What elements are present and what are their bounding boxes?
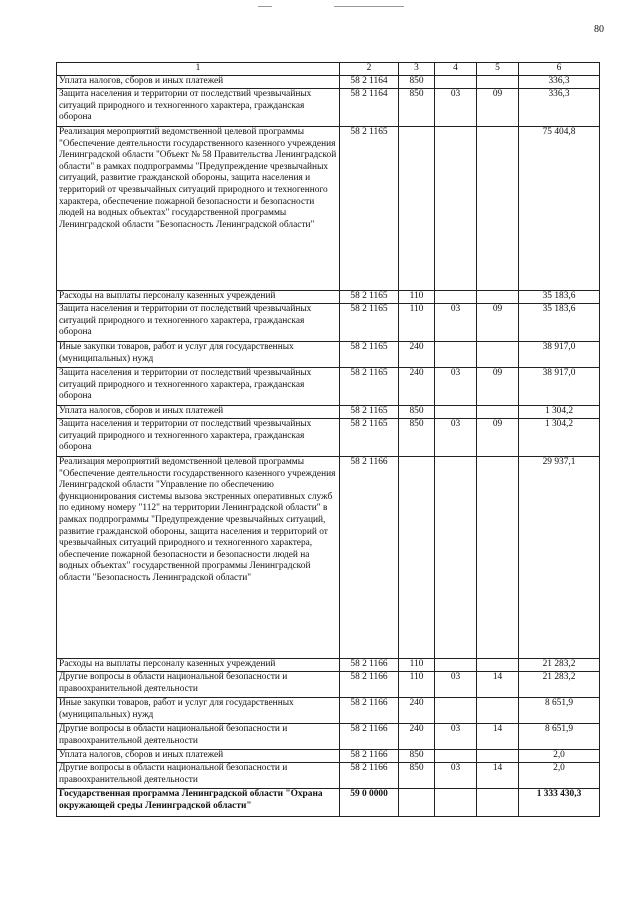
row-section: 03 (435, 419, 477, 457)
table-row (57, 763, 600, 789)
row-sum: 336,3 (519, 89, 600, 127)
row-sum: 1 304,2 (519, 419, 600, 457)
row-sum: 2,0 (519, 763, 600, 789)
row-subsection (477, 127, 519, 291)
row-name: Реализация мероприятий ведомственной целевой программы "Обеспечение деятельности государственного казенного учреждения Ленинградской области "Управление по обеспечению функционирования системы вызова экстренных оперативных служб по единому номеру "112" на территории Ленинградской области" в рамках подпрограммы "Предупреждение чрезвычайных ситуаций, развитие гражданской обороны, защита населения и территорий от чрезвычайных ситуаций природного и техногенного характера, обеспечение пожарной безопасности и безопасности людей на водных объектах" государственной программы Ленинградской области "Безопасность Ленинградской области" (57, 457, 340, 659)
row-sum: 1 304,2 (519, 406, 600, 419)
row-sum: 8 651,9 (519, 698, 600, 724)
row-name: Защита населения и территории от последствий чрезвычайных ситуаций природного и техногенного характера, гражданская оборона (57, 419, 340, 457)
row-subsection (477, 76, 519, 89)
row-name: Другие вопросы в области национальной безопасности и правоохранительной деятельности (57, 672, 340, 698)
row-sum: 35 183,6 (519, 304, 600, 342)
row-target-article: 58 2 1166 (340, 724, 399, 750)
table-row (57, 76, 600, 89)
row-subsection (477, 789, 519, 817)
row-name: Расходы на выплаты персоналу казенных учреждений (57, 291, 340, 304)
row-subsection: 09 (477, 304, 519, 342)
row-section (435, 342, 477, 368)
row-sum: 21 283,2 (519, 672, 600, 698)
budget-table (56, 62, 600, 817)
row-expense-type: 850 (399, 76, 435, 89)
row-expense-type: 240 (399, 698, 435, 724)
scan-mark (334, 6, 404, 7)
row-name: Государственная программа Ленинградской области "Охрана окружающей среды Ленинградской области" (57, 789, 340, 817)
row-expense-type: 850 (399, 89, 435, 127)
table-row (57, 419, 600, 457)
table-header-row (57, 63, 600, 76)
row-expense-type: 240 (399, 724, 435, 750)
row-name: Иные закупки товаров, работ и услуг для государственных (муниципальных) нужд (57, 698, 340, 724)
table-row (57, 406, 600, 419)
table-row (57, 291, 600, 304)
header-cell: 6 (519, 63, 600, 76)
row-section: 03 (435, 724, 477, 750)
row-sum: 38 917,0 (519, 368, 600, 406)
row-target-article: 58 2 1165 (340, 419, 399, 457)
row-section (435, 76, 477, 89)
row-expense-type: 110 (399, 659, 435, 672)
row-expense-type: 850 (399, 406, 435, 419)
row-section (435, 291, 477, 304)
row-target-article: 58 2 1165 (340, 127, 399, 291)
row-name: Уплата налогов, сборов и иных платежей (57, 406, 340, 419)
table-row (57, 89, 600, 127)
page-number: 80 (594, 24, 604, 35)
row-section (435, 127, 477, 291)
row-section (435, 698, 477, 724)
row-name: Уплата налогов, сборов и иных платежей (57, 750, 340, 763)
row-target-article: 58 2 1165 (340, 304, 399, 342)
row-sum: 38 917,0 (519, 342, 600, 368)
table-row (57, 750, 600, 763)
row-target-article: 58 2 1165 (340, 342, 399, 368)
row-subsection (477, 750, 519, 763)
row-target-article: 58 2 1165 (340, 291, 399, 304)
header-cell: 1 (57, 63, 340, 76)
row-subsection: 09 (477, 419, 519, 457)
row-target-article: 58 2 1166 (340, 750, 399, 763)
header-cell: 2 (340, 63, 399, 76)
row-sum: 336,3 (519, 76, 600, 89)
row-expense-type: 110 (399, 291, 435, 304)
row-section (435, 406, 477, 419)
row-target-article: 58 2 1166 (340, 763, 399, 789)
row-subsection: 14 (477, 724, 519, 750)
table-row (57, 659, 600, 672)
row-target-article: 58 2 1165 (340, 406, 399, 419)
row-target-article: 58 2 1166 (340, 698, 399, 724)
row-name: Другие вопросы в области национальной безопасности и правоохранительной деятельности (57, 763, 340, 789)
row-name: Другие вопросы в области национальной безопасности и правоохранительной деятельности (57, 724, 340, 750)
row-subsection: 09 (477, 368, 519, 406)
row-sum: 35 183,6 (519, 291, 600, 304)
row-target-article: 59 0 0000 (340, 789, 399, 817)
row-name: Защита населения и территории от последствий чрезвычайных ситуаций природного и техногенного характера, гражданская оборона (57, 89, 340, 127)
row-section (435, 789, 477, 817)
row-sum: 2,0 (519, 750, 600, 763)
row-subsection (477, 291, 519, 304)
row-expense-type: 850 (399, 419, 435, 457)
row-sum: 8 651,9 (519, 724, 600, 750)
row-expense-type: 240 (399, 342, 435, 368)
table-row (57, 342, 600, 368)
row-name: Защита населения и территории от последствий чрезвычайных ситуаций природного и техногенного характера, гражданская оборона (57, 368, 340, 406)
row-expense-type: 110 (399, 304, 435, 342)
row-section: 03 (435, 763, 477, 789)
table-row (57, 457, 600, 659)
row-subsection (477, 659, 519, 672)
table-row (57, 698, 600, 724)
row-sum: 21 283,2 (519, 659, 600, 672)
row-sum: 1 333 430,3 (519, 789, 600, 817)
row-target-article: 58 2 1164 (340, 76, 399, 89)
row-section: 03 (435, 368, 477, 406)
row-sum: 75 404,8 (519, 127, 600, 291)
row-sum: 29 937,1 (519, 457, 600, 659)
row-section (435, 457, 477, 659)
row-expense-type: 240 (399, 368, 435, 406)
row-subsection (477, 457, 519, 659)
row-expense-type (399, 457, 435, 659)
header-cell: 5 (477, 63, 519, 76)
row-subsection (477, 406, 519, 419)
row-target-article: 58 2 1166 (340, 672, 399, 698)
row-subsection (477, 342, 519, 368)
row-section: 03 (435, 304, 477, 342)
row-section: 03 (435, 89, 477, 127)
table-row (57, 368, 600, 406)
row-target-article: 58 2 1164 (340, 89, 399, 127)
row-name: Иные закупки товаров, работ и услуг для государственных (муниципальных) нужд (57, 342, 340, 368)
table-row (57, 672, 600, 698)
row-expense-type (399, 789, 435, 817)
row-section: 03 (435, 672, 477, 698)
header-cell: 3 (399, 63, 435, 76)
row-target-article: 58 2 1165 (340, 368, 399, 406)
row-expense-type (399, 127, 435, 291)
row-name: Уплата налогов, сборов и иных платежей (57, 76, 340, 89)
row-section (435, 750, 477, 763)
row-subsection: 14 (477, 763, 519, 789)
row-target-article: 58 2 1166 (340, 659, 399, 672)
table-row (57, 724, 600, 750)
row-subsection: 14 (477, 672, 519, 698)
row-name: Расходы на выплаты персоналу казенных учреждений (57, 659, 340, 672)
row-target-article: 58 2 1166 (340, 457, 399, 659)
table-row (57, 304, 600, 342)
row-expense-type: 850 (399, 763, 435, 789)
row-subsection (477, 698, 519, 724)
row-expense-type: 850 (399, 750, 435, 763)
row-section (435, 659, 477, 672)
row-name: Защита населения и территории от последствий чрезвычайных ситуаций природного и техногенного характера, гражданская оборона (57, 304, 340, 342)
row-expense-type: 110 (399, 672, 435, 698)
scan-mark (258, 6, 272, 7)
row-name: Реализация мероприятий ведомственной целевой программы "Обеспечение деятельности государственного казенного учреждения Ленинградской области "Объект № 58 Правительства Ленинградской области" в рамках подпрограммы "Предупреждение чрезвычайных ситуаций, развитие гражданской обороны, защита населения и территорий от чрезвычайных ситуаций природного и техногенного характера, обеспечение пожарной безопасности и безопасности людей на водных объектах" государственной программы Ленинградской области "Безопасность Ленинградской области" (57, 127, 340, 291)
row-subsection: 09 (477, 89, 519, 127)
table-row-program-total (57, 789, 600, 817)
table-row (57, 127, 600, 291)
header-cell: 4 (435, 63, 477, 76)
